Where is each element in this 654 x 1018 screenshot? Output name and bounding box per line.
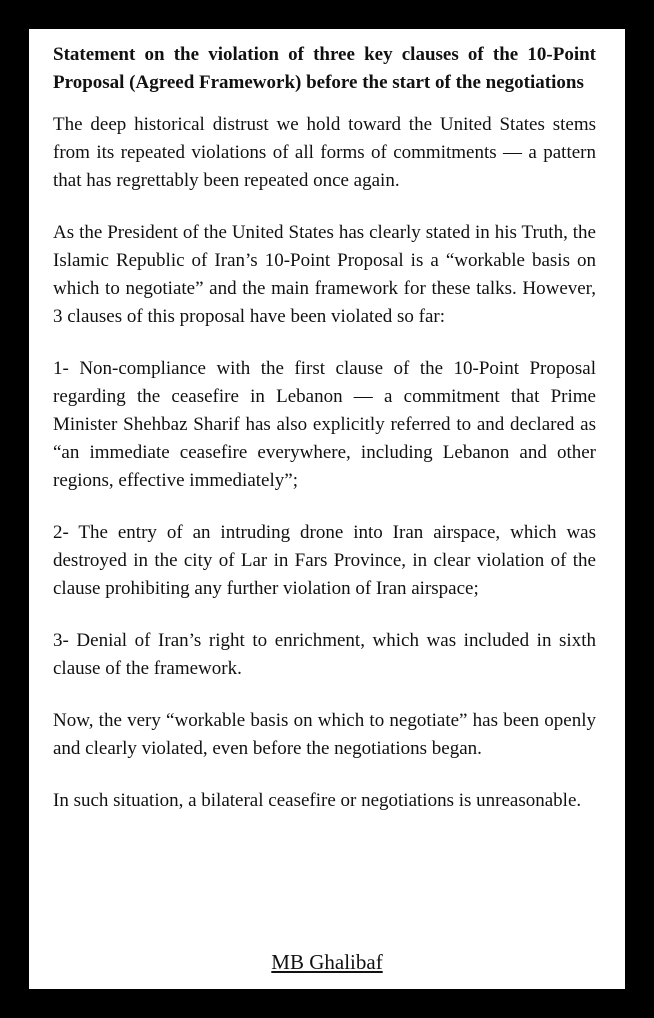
paragraph-clause-1: 1- Non-compliance with the first clause of the 10-Point Proposal regarding the ceasefire in Lebanon — a commitment that Prime Minister Shehbaz Sharif has also explicitly referred to and declared as “an immediate ceasefire everywhere, including Lebanon and other regions, effective immediately”; bbox=[53, 358, 596, 491]
paragraph-violated: Now, the very “workable basis on which to negotiate” has been openly and clearly violated, even before the negotiations began. bbox=[53, 710, 596, 759]
paragraph-clause-3: 3- Denial of Iran’s right to enrichment, which was included in sixth clause of the framework. bbox=[53, 630, 596, 679]
paragraph-clause-2: 2- The entry of an intruding drone into Iran airspace, which was destroyed in the city of Lar in Fars Province, in clear violation of the clause prohibiting any further violation of Iran airspace; bbox=[53, 522, 596, 599]
paragraph-framework: As the President of the United States has clearly stated in his Truth, the Islamic Republic of Iran’s 10-Point Proposal is a “workable basis on which to negotiate” and the main framework for these talks. However, 3 clauses of this proposal have been violated so far: bbox=[53, 222, 596, 327]
statement-title: Statement on the violation of three key clauses of the 10-Point Proposal (Agreed Framework) before the start of the negotiations bbox=[53, 44, 596, 93]
statement-page bbox=[29, 29, 625, 989]
signature: MB Ghalibaf bbox=[271, 950, 383, 974]
paragraph-conclusion: In such situation, a bilateral ceasefire or negotiations is unreasonable. bbox=[53, 790, 582, 811]
paragraph-distrust: The deep historical distrust we hold toward the United States stems from its repeated violations of all forms of commitments — a pattern that has regrettably been repeated once again. bbox=[53, 114, 596, 191]
